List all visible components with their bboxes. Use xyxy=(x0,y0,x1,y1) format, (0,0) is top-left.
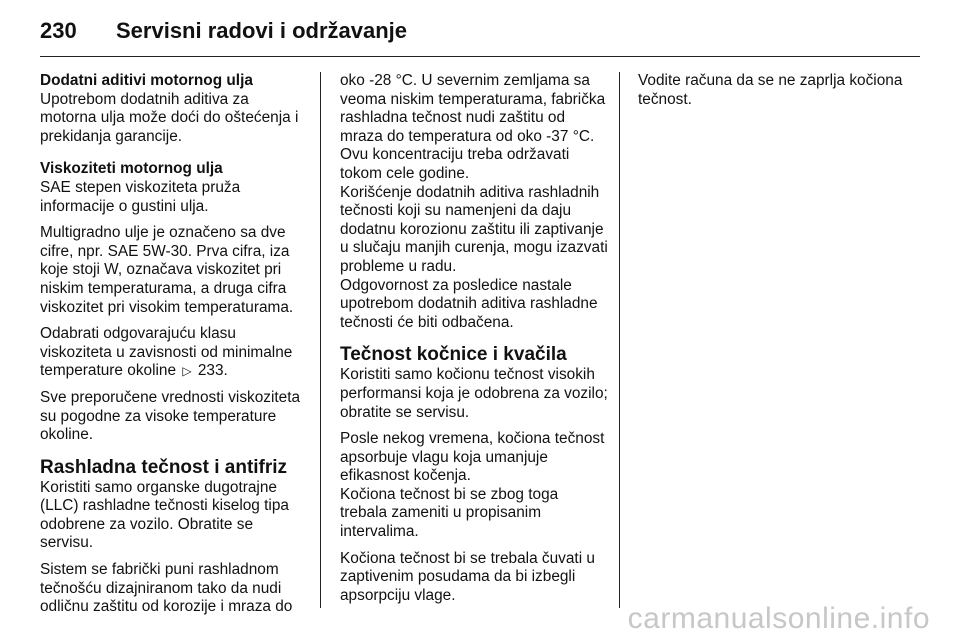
paragraph: Vodite računa da se ne zaprlja kočiona tečnost. xyxy=(638,72,903,108)
paragraph: Posle nekog vremena, kočiona tečnost apsorbuje vlagu koja umanjuje efikasnost kočenja. xyxy=(340,430,605,485)
page-reference-link[interactable]: 233. xyxy=(197,362,228,380)
column-divider xyxy=(320,72,321,608)
watermark: carmanualsonline.info xyxy=(627,602,930,635)
paragraph: Odgovornost za posledice nastale upotrebom dodatnih aditiva rashladne tečnosti će biti odbačena. xyxy=(340,276,598,331)
paragraph: Kočiona tečnost bi se zbog toga trebala zameniti u propisanim intervalima. xyxy=(340,485,559,541)
paragraph: Sve preporučene vrednosti viskoziteta su pogodne za visoke temperature okoline. xyxy=(40,388,301,444)
paragraph: Multigradno ulje je označeno sa dve cifre, npr. SAE 5W-30. Prva cifra, iza koje stoji W, označava viskozitet pri niskim temperaturama, a druga cifra viskozitet pri visokim temperaturama. xyxy=(40,224,294,316)
paragraph: Koristiti samo organske dugotrajne (LLC) rashladne tečnosti kiselog tipa odobrene za vozilo. Obratite se servisu. xyxy=(40,478,289,552)
paragraph: Koristiti samo kočionu tečnost visokih performansi koja je odobrena za vozilo; obratite se servisu. xyxy=(340,366,608,421)
page-number: 230 xyxy=(40,18,77,43)
page-title: Servisni radovi i održavanje xyxy=(116,18,408,43)
column-1 xyxy=(40,72,308,625)
paragraph-with-reference xyxy=(40,325,308,381)
paragraph: Kočiona tečnost bi se trebala čuvati u zaptivenim posudama da bi izbegli apsorpciju vlage. xyxy=(340,549,595,604)
section-heading-brake-fluid: Tečnost kočnice i kvačila xyxy=(340,344,567,366)
cross-reference-arrow-icon: ▷ xyxy=(182,364,192,379)
paragraph: Upotrebom dodatnih aditiva za motorna ulja može doći do oštećenja i prekidanja garancije. xyxy=(40,90,299,145)
paragraph: Sistem se fabrički puni rashladnom tečnošću dizajniranom tako da nudi odličnu zaštitu od korozije i mraza do xyxy=(40,561,293,616)
subheading-engine-oil-viscosity: Viskoziteti motornog ulja xyxy=(40,160,223,178)
column-2 xyxy=(340,72,608,613)
paragraph: Korišćenje dodatnih aditiva rashladnih tečnosti koji su namenjeni da daju dodatnu korozionu zaštitu ili zaptivanje u slučaju manjih curenja, mogu izazvati probleme u radu. xyxy=(340,183,608,275)
paragraph-text: Odabrati odgovarajuću klasu viskoziteta u zavisnosti od minimalne temperature okoline xyxy=(40,325,293,380)
header-rule xyxy=(40,56,920,57)
section-heading-coolant: Rashladna tečnost i antifriz xyxy=(40,456,288,478)
column-3 xyxy=(638,72,906,117)
paragraph: oko -28 °C. U severnim zemljama sa veoma niskim temperaturama, fabrička rashladna tečnost nudi zaštitu od mraza do temperatura od oko -37 °C. Ovu koncentraciju treba održavati tokom cele godine. xyxy=(340,72,606,182)
subheading-engine-oil-additives: Dodatni aditivi motornog ulja xyxy=(40,72,253,89)
paragraph: SAE stepen viskoziteta pruža informacije o gustini ulja. xyxy=(40,178,241,215)
page-header xyxy=(40,12,920,56)
column-divider xyxy=(619,72,620,608)
